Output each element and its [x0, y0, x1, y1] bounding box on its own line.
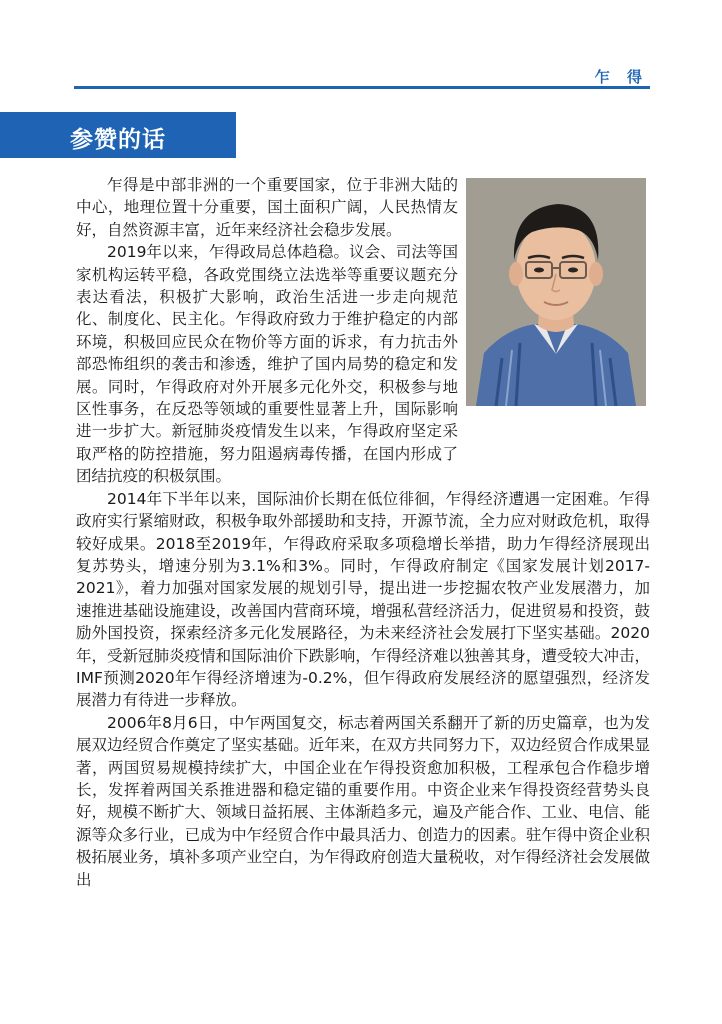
paragraph-2: 2019年以来，乍得政局总体趋稳。议会、司法等国家机构运转平稳，各政党围绕立法选举等重要议题充分表达看法，积极扩大影响，政治生活进一步走向规范化、制度化、民主化。乍得政府致力于维护稳定的内部环境，积极回应民众在物价等方面的诉求，有力抗击外部恐怖组织的袭击和渗透，维护了国内局势的稳定和发展。同时，乍得政府对外开展多元化外交，积极参与地区性事务，在反恐等领域的重要性显著上升，国际影响进一步扩大。新冠肺炎疫情发生以来，乍得政府坚定采取严格的防控措施，努力阻遏病毒传播，在国内形成了团结抗疫的积极氛围。	[76, 243, 458, 486]
photo-wrap-spacer	[470, 174, 650, 446]
paragraph-1: 乍得是中部非洲的一个重要国家，位于非洲大陆的中心，地理位置十分重要，国土面积广阔，人民热情友好，自然资源丰富，近年来经济社会稳步发展。	[76, 176, 458, 239]
header-country-name: 乍 得	[594, 68, 648, 86]
paragraph-4: 2006年8月6日，中乍两国复交，标志着两国关系翻开了新的历史篇章，也为发展双边经贸合作奠定了坚实基础。近年来，在双方共同努力下，双边经贸合作成果显著，两国贸易规模持续扩大，中国企业在乍得投资愈加积极，工程承包合作稳步增长，发挥着两国关系推进器和稳定锚的重要作用。中资企业来乍得投资经营势头良好，规模不断扩大、领域日益拓展、主体渐趋多元，遍及产能合作、工业、电信、能源等众多行业，已成为中乍经贸合作中最具活力、创造力的因素。驻乍得中资企业积极拓展业务，填补多项产业空白，为乍得政府创造大量税收，对乍得经济社会发展做出	[76, 713, 650, 889]
paragraph-3: 2014年下半年以来，国际油价长期在低位徘徊，乍得经济遭遇一定困难。乍得政府实行紧缩财政，积极争取外部援助和支持，开源节流，全力应对财政危机，取得较好成果。2018至2019年，乍得政府采取多项稳增长举措，助力乍得经济展现出复苏势头，增速分别为3.1%和3%。同时，乍得政府制定《国家发展计划2017-2021》，着力加强对国家发展的规划引导，提出进一步挖掘农牧产业发展潜力，加速推进基础设施建设，改善国内营商环境，增强私营经济活力，促进贸易和投资，鼓励外国投资，探索经济多元化发展路径，为未来经济社会发展打下坚实基础。2020年，受新冠肺炎疫情和国际油价下跌影响，乍得经济难以独善其身，遭受较大冲击，IMF预测2020年乍得经济增速为-0.2%，但乍得政府发展经济的愿望强烈，经济发展潜力有待进一步释放。	[76, 489, 650, 710]
section-banner	[0, 112, 236, 158]
section-title: 参赞的话	[70, 127, 166, 153]
article-body	[76, 174, 650, 891]
header-rule	[74, 86, 650, 89]
